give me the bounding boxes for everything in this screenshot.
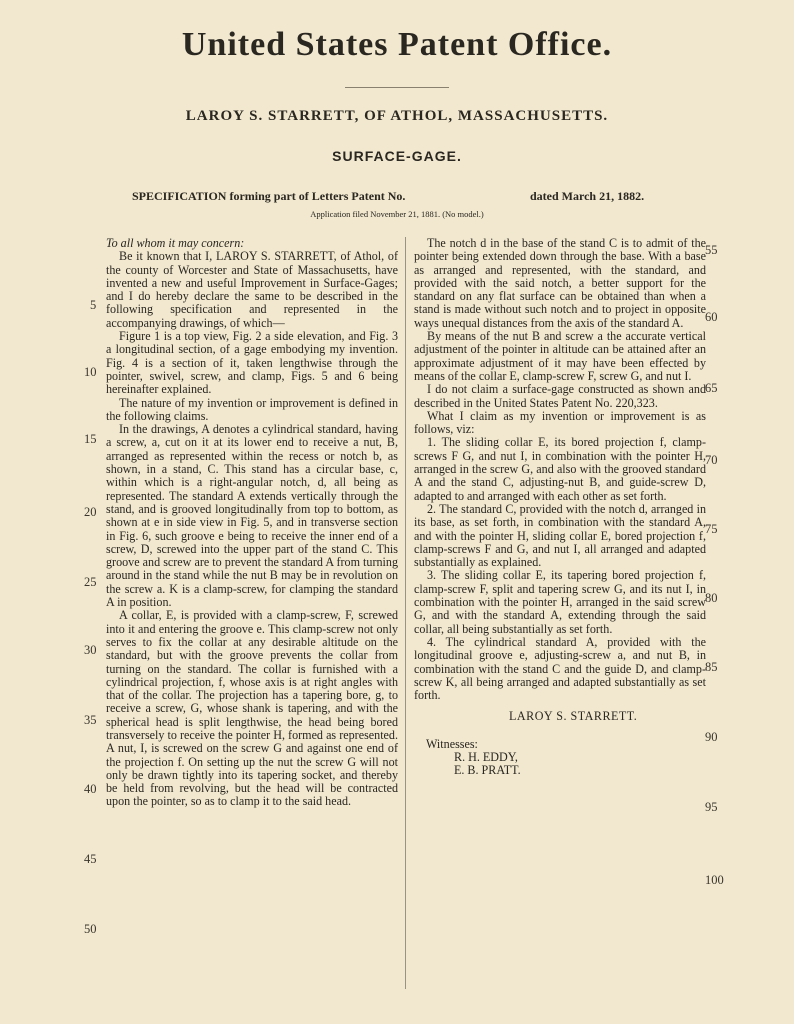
salutation: To all whom it may concern: [106,236,245,250]
line-number: 25 [84,575,97,589]
line-number: 45 [84,852,97,866]
paragraph: Be it known that I, LAROY S. STARRETT, of Athol, of the county of Worcester and State of Massachusetts, have invented a new and useful Improvement in Surface-Gages; and I do hereby declare the same to be described in the following specification and represented in the accompanying drawings, of which— [106,249,398,330]
right-column [414,237,706,778]
line-number: 80 [705,591,718,605]
line-number: 65 [705,381,718,395]
line-number: 50 [84,922,97,936]
patent-date: dated March 21, 1882. [530,189,645,203]
line-number: 5 [90,298,97,312]
invention-title: SURFACE-GAGE. [332,148,462,164]
specification-line [132,189,672,204]
application-line: Application filed November 21, 1881. (No model.) [310,209,484,219]
witnesses-heading: Witnesses: [426,736,478,751]
column-divider [405,237,406,989]
line-number: 10 [84,365,97,379]
line-number: 75 [705,522,718,536]
line-number: 95 [705,800,718,814]
title-rule [345,87,449,88]
line-number: 85 [705,660,718,674]
specification-label: SPECIFICATION forming part of Letters Patent No. [132,189,406,203]
paragraph: The nature of my invention or improvement is defined in the following claims. [106,395,398,423]
paragraph: The notch d in the base of the stand C is to admit of the pointer being extended down through the base. With a base as arranged and represented, with the standard, and provided with the said notch, a better support for the standard on any flat surface can be obtained than when a stand is made without such notch and to project in opposite ways unequal distances from the axis of the standard A. [414,236,706,330]
line-number: 40 [84,782,97,796]
paragraph: By means of the nut B and screw a the accurate vertical adjustment of the pointer in altitude can be attained after an approximate adjustment of it may have been effected by means of the collar E, clamp-screw F, screw G, and nut I. [414,329,706,383]
inventor-signature: LAROY S. STARRETT. [509,709,638,724]
claim: 2. The standard C, provided with the notch d, arranged in its base, as set forth, in combination with the standard A, and with the pointer H, sliding collar E, bored projection f, clamp-screws F and G, and nut I, all arranged and adapted substantially as explained. [414,501,706,570]
paragraph: I do not claim a surface-gage constructed as shown and described in the United States Patent No. 220,323. [414,382,706,410]
line-number: 55 [705,243,718,257]
claim: 3. The sliding collar E, its tapering bored projection f, clamp-screw F, split and tapering screw G, and its nut I, in combination with the pointer H, arranged in the said screw G, and with the standard A, extending through the said collar, all being substantially as set forth. [414,568,706,636]
witness-name: E. B. PRATT. [454,763,521,778]
claim: 4. The cylindrical standard A, provided with the longitudinal groove e, adjusting-screw a, and nut B, in combination with the stand C and the guide D, and clamp-screw K, all being arranged and adapted substantially as set forth. [414,634,706,703]
line-number: 100 [705,873,724,887]
line-number: 70 [705,453,718,467]
paragraph: A collar, E, is provided with a clamp-screw, F, screwed into it and entering the groove e. This clamp-screw not only serves to fix the collar at any desirable altitude on the standard, but with the groove prevents the collar from turning on the standard. The collar is furnished with a cylindrical projection, f, whose axis is at right angles with that of the collar. The projection has a tapering bore, g, to receive a screw, G, whose shank is tapering, and with the spherical head is split lengthwise, the head being bored transversely to receive the pointer H, formed as represented. A nut, I, is screwed on the screw G and against one end of the projection f. On setting up the nut the screw G will not only be drawn tightly into its tapering socket, and thereby be held from revolving, but the head will be contracted upon the pointer, so as to clamp it to the said head. [106,608,398,809]
line-number: 60 [705,310,718,324]
paragraph: In the drawings, A denotes a cylindrical standard, having a screw, a, cut on it at its lower end to receive a nut, B, arranged as represented within the recess or notch b, as shown, in a stand, C. This stand has a circular base, c, within which is a right-angular notch, d, all being as represented. The standard A extends vertically through the stand, and is grooved longitudinally from top to bottom, as shown at e in side view in Fig. 5, and in transverse section in Fig. 6, such groove e being to receive the inner end of a screw, D, screwed into the upper part of the stand C. This groove and screw are to prevent the standard A from turning around in the stand while the nut B may be in revolution on the screw a. K is a clamp-screw, for clamping the standard A in position. [106,422,398,610]
witness-name: R. H. EDDY, [454,749,518,764]
line-number: 30 [84,643,97,657]
claim: 1. The sliding collar E, its bored projection f, clamp-screws F G, and nut I, in combination with the pointer H, arranged in the screw G, and also with the grooved standard A and the stand C, adjusting-nut B, and guide-screw D, adapted to and arranged with each other as set forth. [414,435,706,503]
office-title: United States Patent Office. [181,26,613,63]
inventor-line: LAROY S. STARRETT, OF ATHOL, MASSACHUSETTS. [185,108,609,124]
line-number: 20 [84,505,97,519]
line-number: 35 [84,713,97,727]
paragraph: Figure 1 is a top view, Fig. 2 a side elevation, and Fig. 3 a longitudinal section, of a gage embodying my invention. Fig. 4 is a section of it, taken lengthwise through the pointer, swivel, screw, and clamp, Figs. 5 and 6 being hereinafter explained. [106,329,398,397]
left-column [106,237,398,809]
line-number: 15 [84,432,97,446]
line-number: 90 [705,730,718,744]
paragraph: What I claim as my invention or improvement is as follows, viz: [414,408,706,437]
